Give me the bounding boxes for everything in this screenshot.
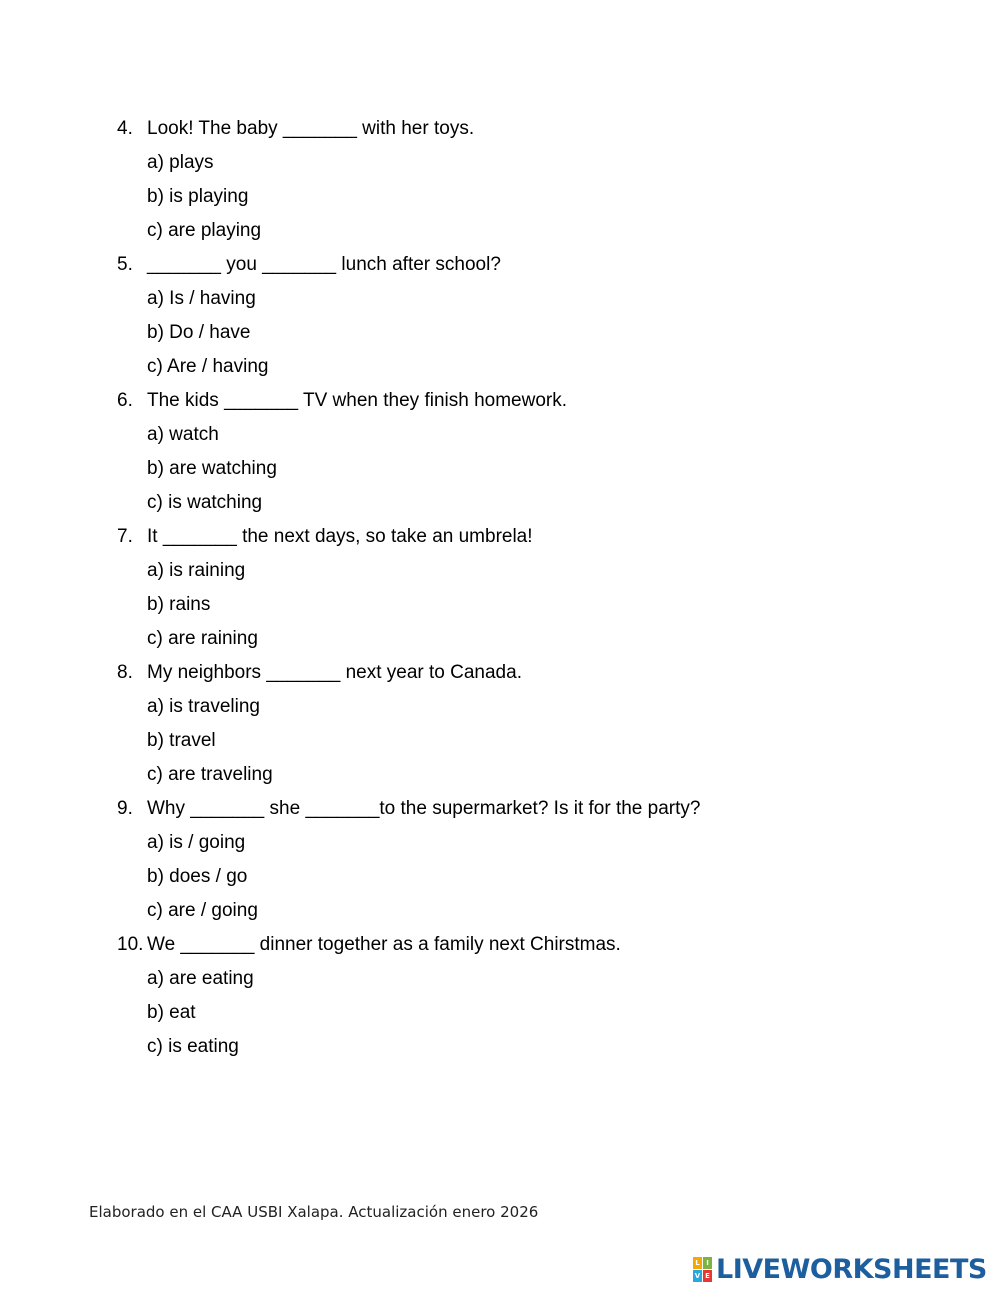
option-a[interactable]: a) is raining [147,560,246,581]
question-line [0,928,1000,962]
question-number: 7. [117,526,133,547]
question-9 [0,792,1000,928]
question-number: 9. [117,798,133,819]
liveworksheets-logo-icon [693,1257,713,1283]
liveworksheets-logo[interactable] [693,1253,987,1287]
question-4 [0,112,1000,248]
option-c[interactable]: c) are traveling [147,764,273,785]
option-a[interactable]: a) is / going [147,832,246,853]
option-b[interactable]: b) eat [147,1002,196,1023]
question-text: My neighbors _______ next year to Canada. [147,662,522,683]
question-number: 5. [117,254,133,275]
question-line [0,384,1000,418]
option-b[interactable]: b) are watching [147,458,277,479]
option-a[interactable]: a) plays [147,152,214,173]
question-text: We _______ dinner together as a family next Chirstmas. [147,934,621,955]
option-c[interactable]: c) are / going [147,900,258,921]
question-number: 8. [117,662,133,683]
option-c[interactable]: c) are raining [147,628,258,649]
question-10 [0,928,1000,1064]
question-line [0,520,1000,554]
logo-tile-i: I [703,1257,712,1269]
question-text: Look! The baby _______ with her toys. [147,118,475,139]
footer-note: Elaborado en el CAA USBI Xalapa. Actualización enero 2026 [89,1203,539,1221]
logo-tile-l: L [693,1257,702,1269]
option-c[interactable]: c) is eating [147,1036,239,1057]
question-text: It _______ the next days, so take an umbrela! [147,526,533,547]
question-line [0,792,1000,826]
question-line [0,656,1000,690]
logo-tile-e: E [703,1270,712,1282]
option-a[interactable]: a) Is / having [147,288,256,309]
option-c[interactable]: c) Are / having [147,356,269,377]
option-a[interactable]: a) watch [147,424,219,445]
logo-tile-v: V [694,1272,701,1280]
option-a[interactable]: a) are eating [147,968,254,989]
question-number: 6. [117,390,133,411]
question-number: 4. [117,118,133,139]
question-line [0,112,1000,146]
option-b[interactable]: b) travel [147,730,216,751]
question-8 [0,656,1000,792]
question-text: The kids _______ TV when they finish homework. [147,390,567,411]
question-number: 10. [117,934,144,955]
option-c[interactable]: c) is watching [147,492,263,513]
question-7 [0,520,1000,656]
question-line [0,248,1000,282]
worksheet [0,112,1000,1064]
option-b[interactable]: b) Do / have [147,322,251,343]
brand-name: LIVEWORKSHEETS [716,1254,987,1285]
option-b[interactable]: b) does / go [147,866,248,887]
option-b[interactable]: b) rains [147,594,211,615]
question-6 [0,384,1000,520]
question-text: _______ you _______ lunch after school? [147,254,501,275]
option-c[interactable]: c) are playing [147,220,262,241]
option-a[interactable]: a) is traveling [147,696,260,717]
option-b[interactable]: b) is playing [147,186,249,207]
question-text: Why _______ she _______to the supermarket? Is it for the party? [147,798,701,819]
question-5 [0,248,1000,384]
